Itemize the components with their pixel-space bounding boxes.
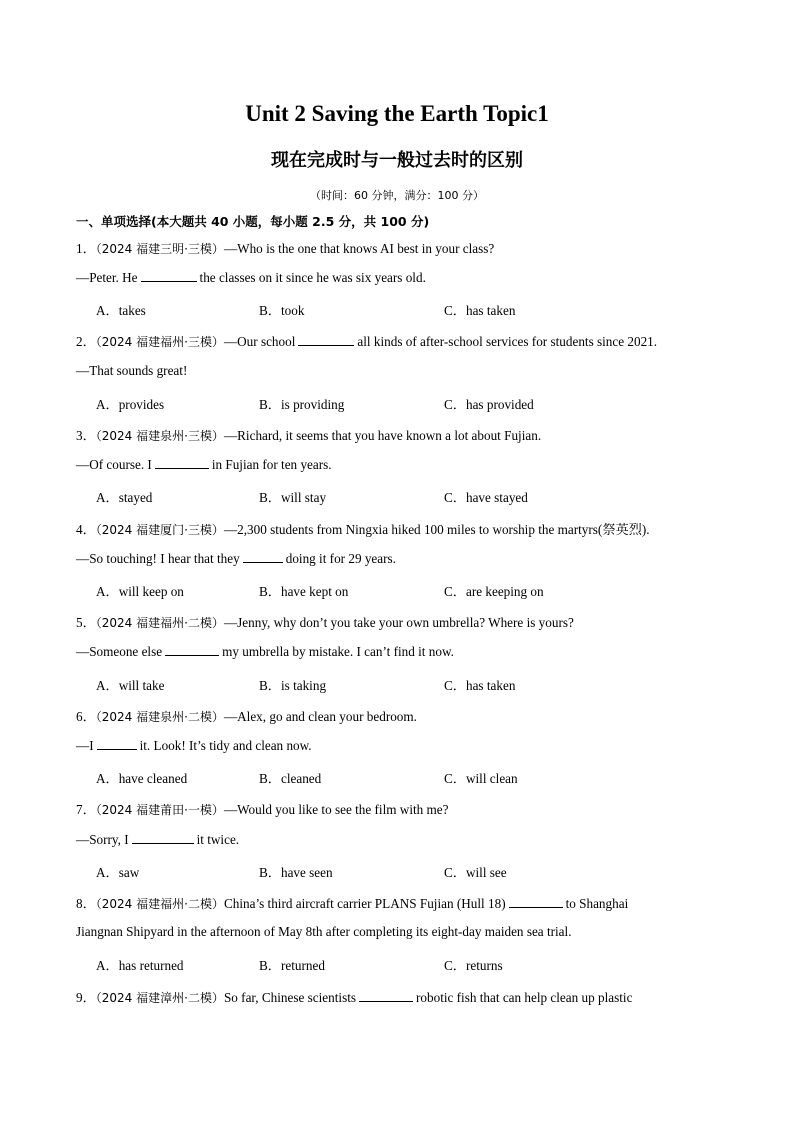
option-b: B．have seen [259, 865, 333, 880]
question-1: 1．（2024 福建三明·三模）—Who is the one that knows AI best in your class? [76, 241, 495, 256]
question-6-continuation: —I it. Look! It’s tidy and clean now. [76, 738, 312, 753]
option-c: C．have stayed [444, 490, 528, 505]
option-a: A．takes [96, 303, 146, 318]
answer-blank [298, 333, 354, 346]
option-a: A．has returned [96, 958, 184, 973]
answer-blank [141, 269, 197, 282]
question-1-continuation: —Peter. He the classes on it since he was six years old. [76, 270, 426, 285]
question-2: 2．（2024 福建福州·三模）—Our school all kinds of after-school services for students since 2021. [76, 334, 658, 349]
section-heading: 一、单项选择(本大题共 40 小题，每小题 2.5 分，共 100 分) [76, 214, 430, 229]
question-7: 7．（2024 福建莆田·一模）—Would you like to see the film with me? [76, 802, 449, 817]
question-3: 3．（2024 福建泉州·三模）—Richard, it seems that you have known a lot about Fujian. [76, 428, 542, 443]
option-b: B．returned [259, 958, 325, 973]
option-b: B．took [259, 303, 305, 318]
option-c: C．will clean [444, 771, 518, 786]
option-c: C．will see [444, 865, 507, 880]
option-c: C．has provided [444, 397, 534, 412]
answer-blank [155, 456, 209, 469]
option-a: A．will keep on [96, 584, 184, 599]
answer-blank [509, 895, 563, 908]
option-c: C．has taken [444, 303, 516, 318]
option-c: C．returns [444, 958, 503, 973]
option-a: A．provides [96, 397, 165, 412]
option-b: B．cleaned [259, 771, 322, 786]
option-b: B．is taking [259, 678, 327, 693]
option-b: B．have kept on [259, 584, 349, 599]
question-7-continuation: —Sorry, I it twice. [76, 832, 240, 847]
question-5: 5．（2024 福建福州·二模）—Jenny, why don’t you take your own umbrella? Where is yours? [76, 615, 574, 630]
option-a: A．have cleaned [96, 771, 188, 786]
answer-blank [132, 831, 194, 844]
answer-blank [359, 989, 413, 1002]
option-b: B．is providing [259, 397, 345, 412]
question-3-continuation: —Of course. I in Fujian for ten years. [76, 457, 332, 472]
option-c: C．are keeping on [444, 584, 544, 599]
question-4: 4．（2024 福建厦门·三模）—2,300 students from Ningxia hiked 100 miles to worship the martyrs(祭英烈). [76, 522, 650, 537]
question-4-continuation: —So touching! I hear that they doing it for 29 years. [76, 551, 396, 566]
question-5-continuation: —Someone else my umbrella by mistake. I can’t find it now. [76, 644, 454, 659]
question-2-continuation: —That sounds great! [76, 363, 188, 378]
option-a: A．saw [96, 865, 140, 880]
answer-blank [165, 643, 219, 656]
answer-blank [97, 737, 137, 750]
page-title: Unit 2 Saving the Earth Topic1 [245, 101, 549, 126]
option-b: B．will stay [259, 490, 327, 505]
question-8: 8．（2024 福建福州·二模）China’s third aircraft carrier PLANS Fujian (Hull 18) to Shanghai [76, 896, 629, 911]
option-a: A．will take [96, 678, 165, 693]
exam-meta: （时间：60 分钟，满分：100 分） [310, 189, 484, 202]
answer-blank [243, 550, 283, 563]
question-9: 9．（2024 福建漳州·二模）So far, Chinese scientists robotic fish that can help clean up plastic [76, 990, 633, 1005]
option-a: A．stayed [96, 490, 153, 505]
question-8-continuation: Jiangnan Shipyard in the afternoon of May 8th after completing its eight-day maiden sea trial. [76, 924, 572, 939]
option-c: C．has taken [444, 678, 516, 693]
question-6: 6．（2024 福建泉州·二模）—Alex, go and clean your bedroom. [76, 709, 417, 724]
page-subtitle: 现在完成时与一般过去时的区别 [271, 150, 523, 171]
